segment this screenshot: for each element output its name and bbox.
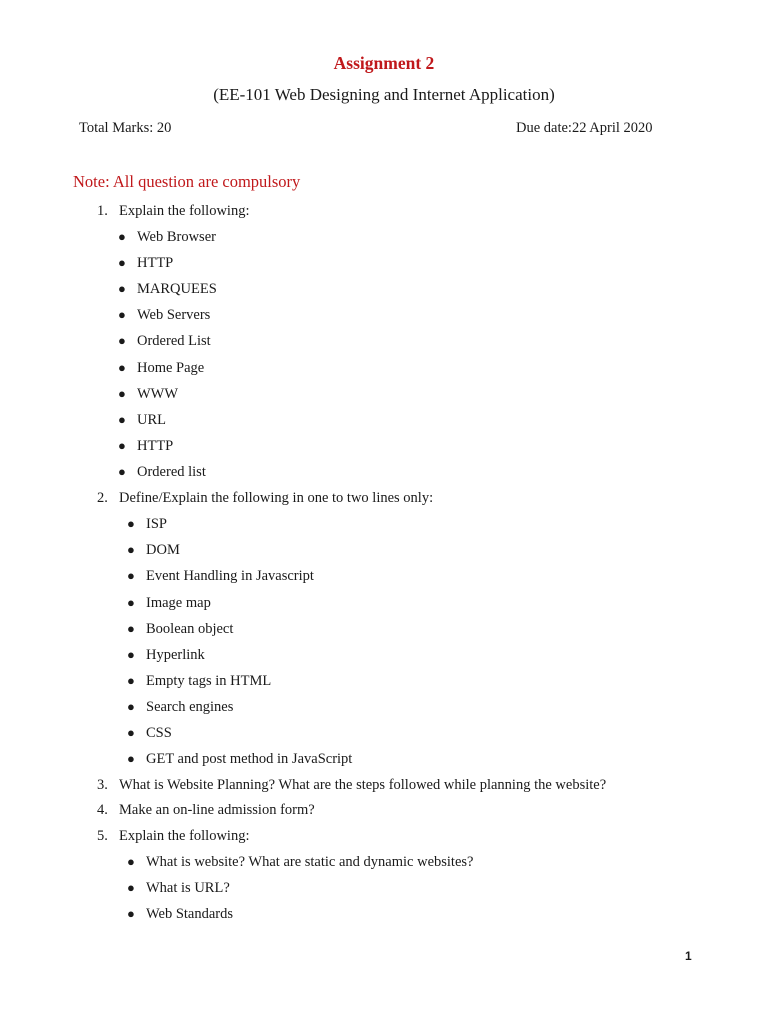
question-number: 3.: [97, 777, 108, 793]
list-item: ● URL: [118, 412, 166, 428]
bullet-icon: ●: [127, 673, 135, 688]
course-subtitle: (EE-101 Web Designing and Internet Application): [213, 85, 555, 104]
list-item: ● Ordered list: [118, 464, 206, 480]
bullet-icon: ●: [118, 464, 126, 479]
list-item: ● What is website? What are static and dynamic websites?: [127, 854, 474, 870]
list-item: ● Home Page: [118, 360, 205, 376]
list-item: ● Event Handling in Javascript: [127, 568, 314, 584]
question-number: 1.: [97, 203, 108, 219]
question-number: 4.: [97, 802, 108, 818]
question-text: Make an on-line admission form?: [119, 802, 315, 818]
bullet-icon: ●: [118, 307, 126, 322]
list-item: ● Hyperlink: [127, 647, 205, 663]
note-text: Note: All question are compulsory: [73, 172, 301, 191]
list-item: ● Empty tags in HTML: [127, 673, 272, 689]
bullet-icon: ●: [118, 360, 126, 375]
list-item: ● GET and post method in JavaScript: [127, 751, 353, 767]
bullet-icon: ●: [127, 854, 135, 869]
bullet-icon: ●: [127, 906, 135, 921]
bullet-icon: ●: [127, 621, 135, 636]
list-item: ● Web Standards: [127, 906, 234, 922]
list-item: ● HTTP: [118, 255, 174, 271]
assignment-title: Assignment 2: [333, 53, 435, 73]
bullet-icon: ●: [118, 412, 126, 427]
bullet-icon: ●: [118, 386, 126, 401]
question-text: Define/Explain the following in one to two lines only:: [119, 490, 434, 506]
question-2: [97, 490, 433, 507]
question-number: 5.: [97, 828, 108, 844]
question-3: [97, 777, 606, 794]
list-item: ● CSS: [127, 725, 172, 741]
bullet-icon: ●: [127, 751, 135, 766]
bullet-icon: ●: [127, 880, 135, 895]
bullet-icon: ●: [118, 333, 126, 348]
question-text: What is Website Planning? What are the steps followed while planning the website?: [119, 777, 607, 793]
list-item: ● Web Browser: [118, 229, 216, 245]
list-item: ● Web Servers: [118, 307, 211, 323]
page-number: 1: [685, 949, 692, 963]
bullet-icon: ●: [127, 595, 135, 610]
list-item: ● Search engines: [127, 699, 234, 715]
list-item: ● Boolean object: [127, 621, 234, 637]
bullet-icon: ●: [127, 542, 135, 557]
bullet-icon: ●: [118, 438, 126, 453]
bullet-icon: ●: [127, 647, 135, 662]
list-item: ● ISP: [127, 516, 167, 532]
bullet-icon: ●: [118, 281, 126, 296]
question-text: Explain the following:: [119, 203, 250, 219]
bullet-icon: ●: [127, 568, 135, 583]
question-text: Explain the following:: [119, 828, 250, 844]
question-4: [97, 802, 315, 819]
list-item: ● Image map: [127, 595, 211, 611]
list-item: ● MARQUEES: [118, 281, 217, 297]
bullet-icon: ●: [118, 229, 126, 244]
list-item: ● What is URL?: [127, 880, 230, 896]
bullet-icon: ●: [127, 516, 135, 531]
list-item: ● WWW: [118, 386, 179, 402]
list-item: ● DOM: [127, 542, 180, 558]
question-1: [97, 203, 249, 220]
bullet-icon: ●: [127, 725, 135, 740]
list-item: ● Ordered List: [118, 333, 211, 349]
total-marks: Total Marks: 20: [79, 120, 172, 136]
bullet-icon: ●: [118, 255, 126, 270]
question-5: [97, 828, 249, 845]
due-date: Due date:22 April 2020: [516, 120, 653, 136]
question-number: 2.: [97, 490, 108, 506]
list-item: ● HTTP: [118, 438, 174, 454]
bullet-icon: ●: [127, 699, 135, 714]
